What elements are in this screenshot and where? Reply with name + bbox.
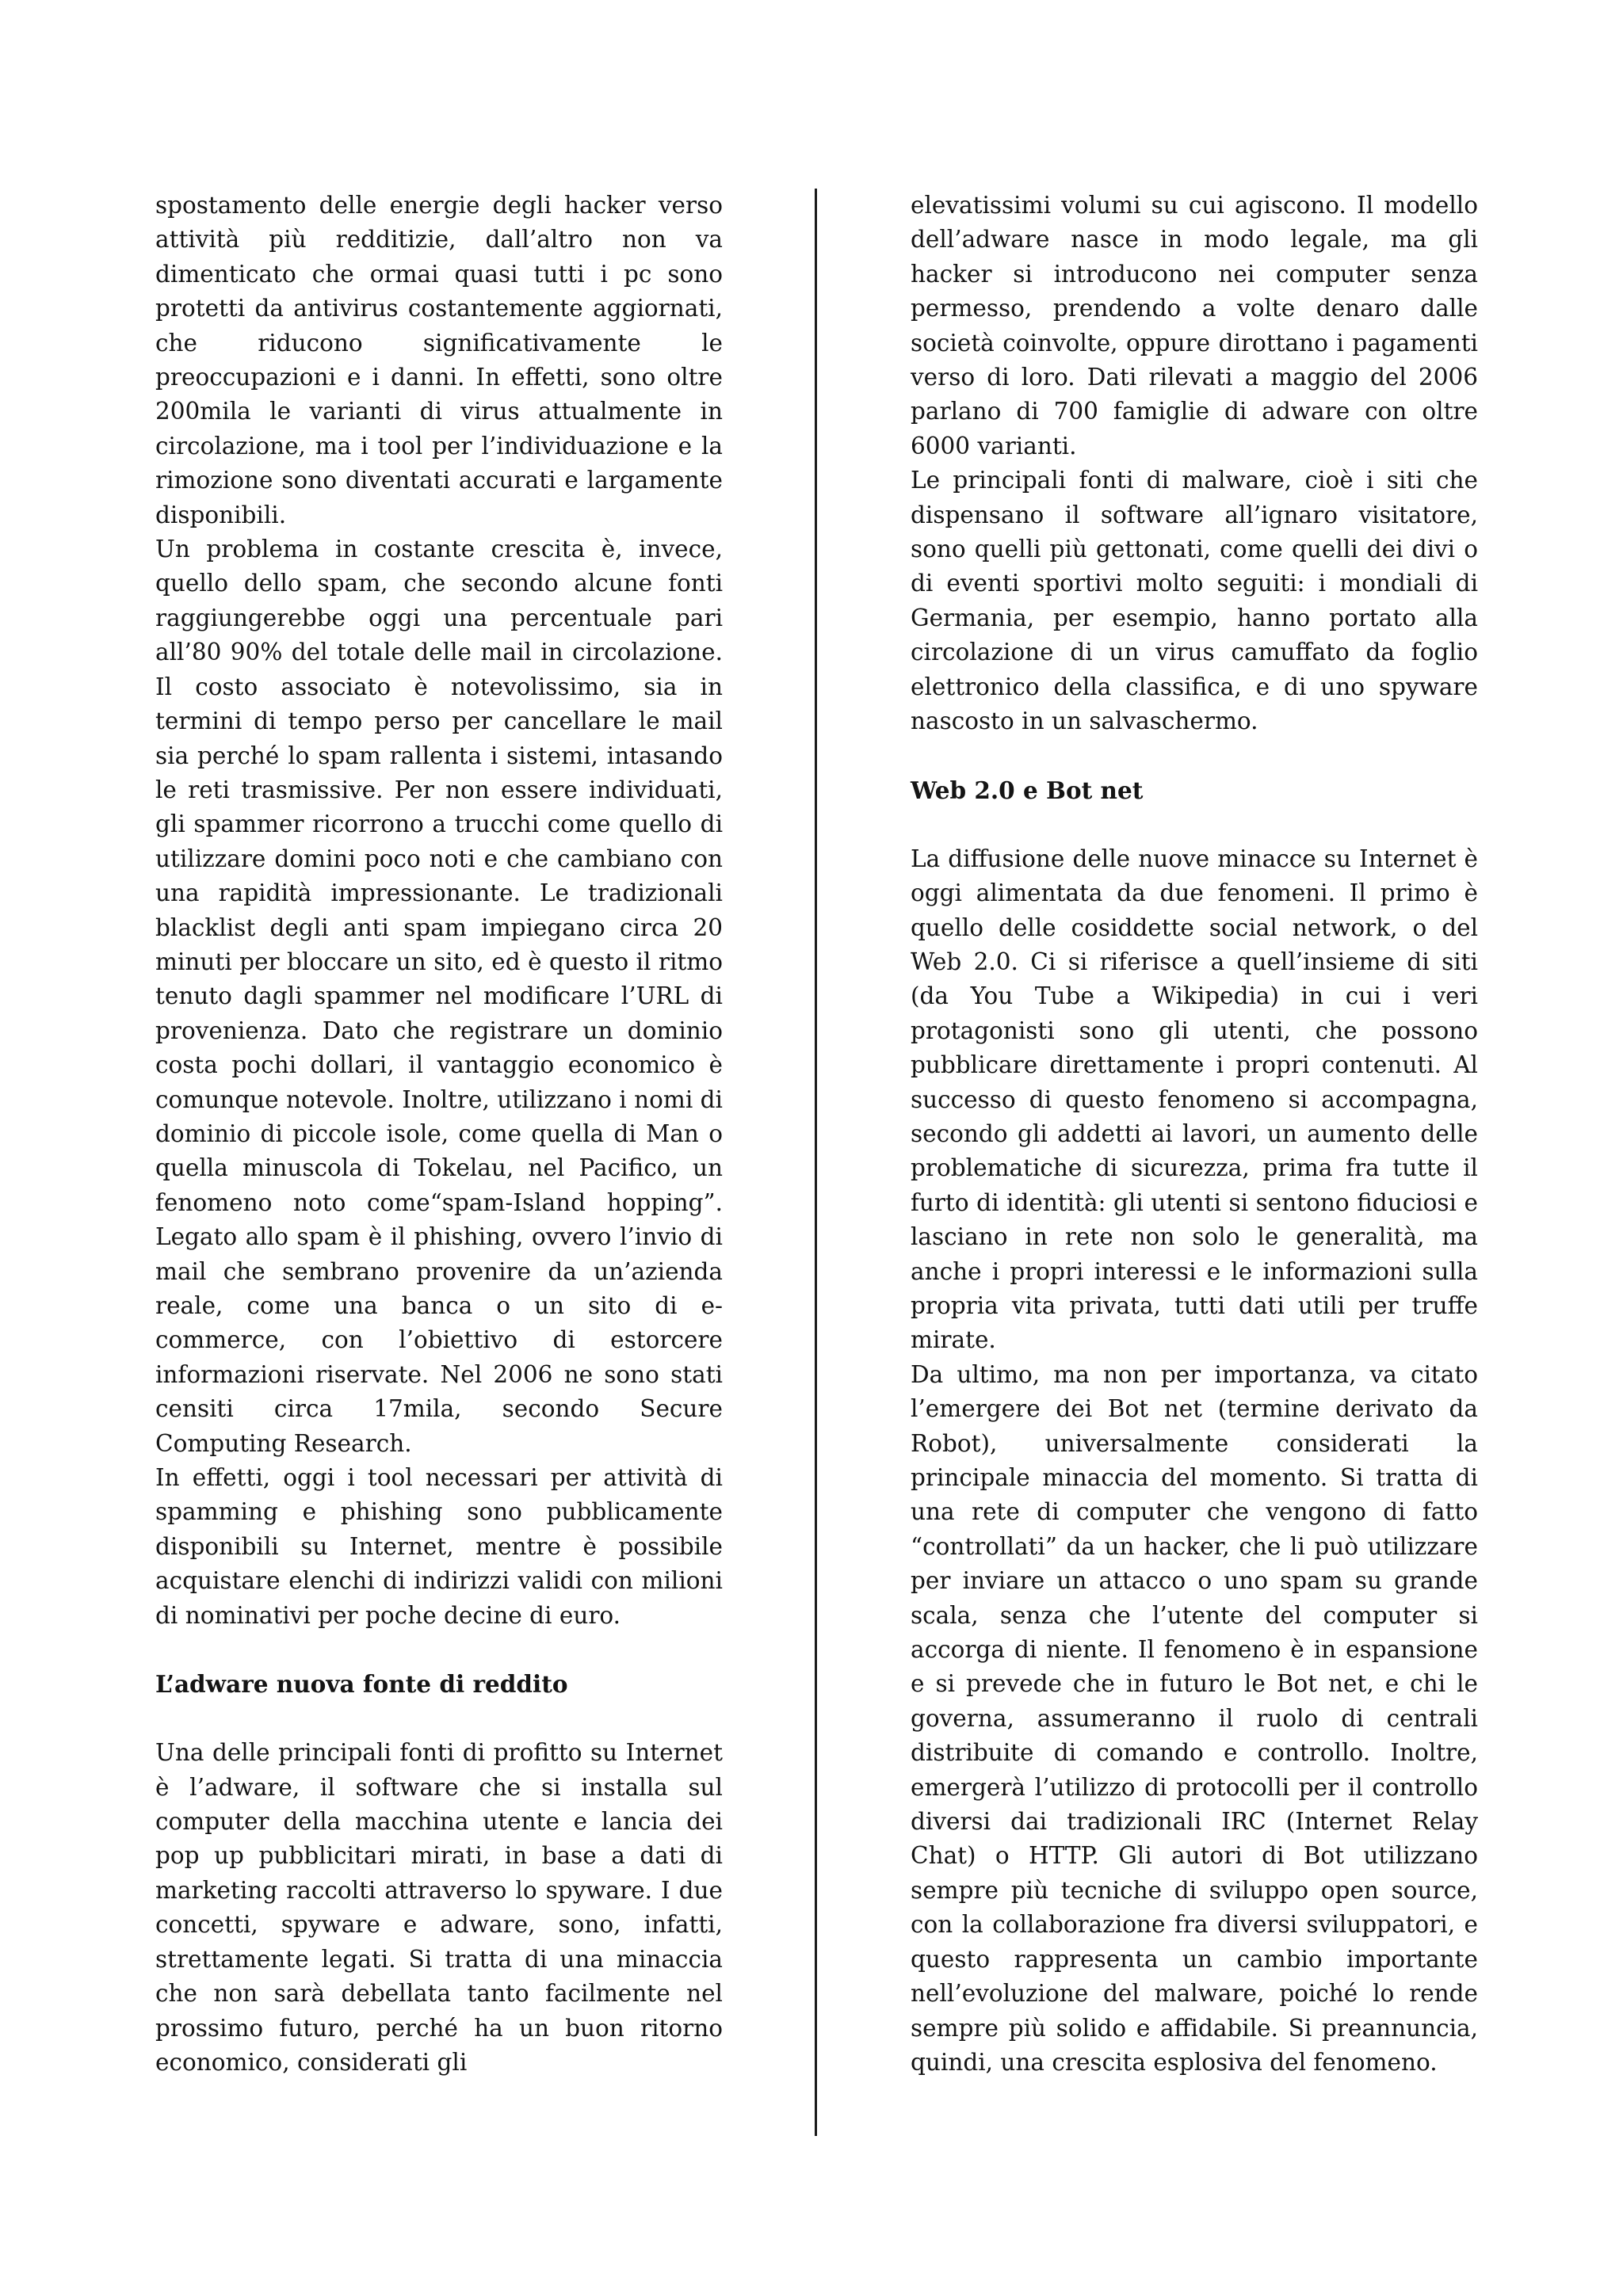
paragraph: spostamento delle energie degli hacker verso attività più redditizie, dall’altro non va dimenticato che ormai quasi tutti i pc sono protetti da antivirus costantemente aggiornati, che riducono significativamente le preoccupazioni e i danni. In effetti, sono oltre 200mila le varianti di virus attualmente in circolazione, ma i tool per l’individuazione e la rimozione sono diventati accurati e largamente disponibili.	[155, 192, 723, 528]
paragraph: Da ultimo, ma non per importanza, va citato l’emergere dei Bot net (termine derivato da Robot), universalmente considerati la principale minaccia del momento. Si tratta di una rete di computer che vengono di fatto “controllati” da un hacker, che li può utilizzare per inviare un attacco o uno spam su grande scala, senza che l’utente del computer si accorga di niente. Il fenomeno è in espansione e si prevede che in futuro le Bot net, e chi le governa, assumeranno il ruolo di centrali distribuite di comando e controllo. Inoltre, emergerà l’utilizzo di protocolli per il controllo diversi dai tradizionali IRC (Internet Relay Chat) o HTTP. Gli autori di Bot utilizzano sempre più tecniche di sviluppo open source, con la collaborazione fra diversi sviluppatori, e questo rappresenta un cambio importante nell’evoluzione del malware, poiché lo rende sempre più solido e affidabile. Si preannuncia, quindi, una crescita esplosiva del fenomeno.	[911, 1360, 1478, 2076]
paragraph: elevatissimi volumi su cui agiscono. Il modello dell’adware nasce in modo legale, ma gli hacker si introducono nei computer senza permesso, prendendo a volte denaro dalle società coinvolte, oppure dirottano i pagamenti verso di loro. Dati rilevati a maggio del 2006 parlano di 700 famiglie di adware con oltre 6000 varianti.	[911, 192, 1478, 460]
section-heading-adware: L’adware nuova fonte di reddito	[155, 1670, 568, 1699]
paragraph: La diffusione delle nuove minacce su Internet è oggi alimentata da due fenomeni. Il primo è quello delle cosiddette social network, o del Web 2.0. Ci si riferisce a quell’insieme di siti (da You Tube a Wikipedia) in cui i veri protagonisti sono gli utenti, che possono pubblicare direttamente i propri contenuti. Al successo di questo fenomeno si accompagna, secondo gli addetti ai lavori, un aumento delle problematiche di sicurezza, prima fra tutte il furto di identità: gli utenti si sentono fiduciosi e lasciano in rete non solo le generalità, ma anche i propri interessi e le informazioni sulla propria vita privata, tutti dati utili per truffe mirate.	[911, 845, 1478, 1354]
paragraph: In effetti, oggi i tool necessari per attività di spamming e phishing sono pubblicamente disponibili su Internet, mentre è possibile acquistare elenchi di indirizzi validi con milioni di nominativi per poche decine di euro.	[155, 1464, 723, 1629]
paragraph: Un problema in costante crescita è, invece, quello dello spam, che secondo alcune fonti raggiungerebbe oggi una percentuale pari all’80 90% del totale delle mail in circolazione. Il costo associato è notevolissimo, sia in termini di tempo perso per cancellare le mail sia perché lo spam rallenta i sistemi, intasando le reti trasmissive. Per non essere individuati, gli spammer ricorrono a trucchi come quello di utilizzare domini poco noti e che cambiano con una rapidità impressionante. Le tradizionali blacklist degli anti spam impiegano circa 20 minuti per bloccare un sito, ed è questo il ritmo tenuto dagli spammer nel modificare l’URL di provenienza. Dato che registrare un dominio costa pochi dollari, il vantaggio economico è comunque notevole. Inoltre, utilizzano i nomi di dominio di piccole isole, come quella di Man o quella minuscola di Tokelau, nel Pacifico, un fenomeno noto come“spam-Island hopping”. Legato allo spam è il phishing, ovvero l’invio di mail che sembrano provenire da un’azienda reale, come una banca o un sito di e-commerce, con l’obiettivo di estorcere informazioni riservate. Nel 2006 ne sono stati censiti circa 17mila, secondo Secure Computing Research.	[155, 536, 723, 1457]
right-column	[911, 189, 1478, 2080]
section-heading-web20-botnet: Web 2.0 e Bot net	[911, 776, 1144, 804]
column-divider	[815, 189, 817, 2136]
paragraph: Una delle principali fonti di profitto su Internet è l’adware, il software che si installa sul computer della macchina utente e lancia dei pop up pubblicitari mirati, in base a dati di marketing raccolti attraverso lo spyware. I due concetti, spyware e adware, sono, infatti, strettamente legati. Si tratta di una minaccia che non sarà debellata tanto facilmente nel prossimo futuro, perché ha un buon ritorno economico, considerati gli	[155, 1739, 723, 2076]
paragraph: Le principali fonti di malware, cioè i siti che dispensano il software all’ignaro visitatore, sono quelli più gettonati, come quelli dei divi o di eventi sportivi molto seguiti: i mondiali di Germania, per esempio, hanno portato alla circolazione di un virus camuffato da foglio elettronico della classifica, e di uno spyware nascosto in un salvaschermo.	[911, 467, 1478, 735]
left-column	[155, 189, 723, 2080]
